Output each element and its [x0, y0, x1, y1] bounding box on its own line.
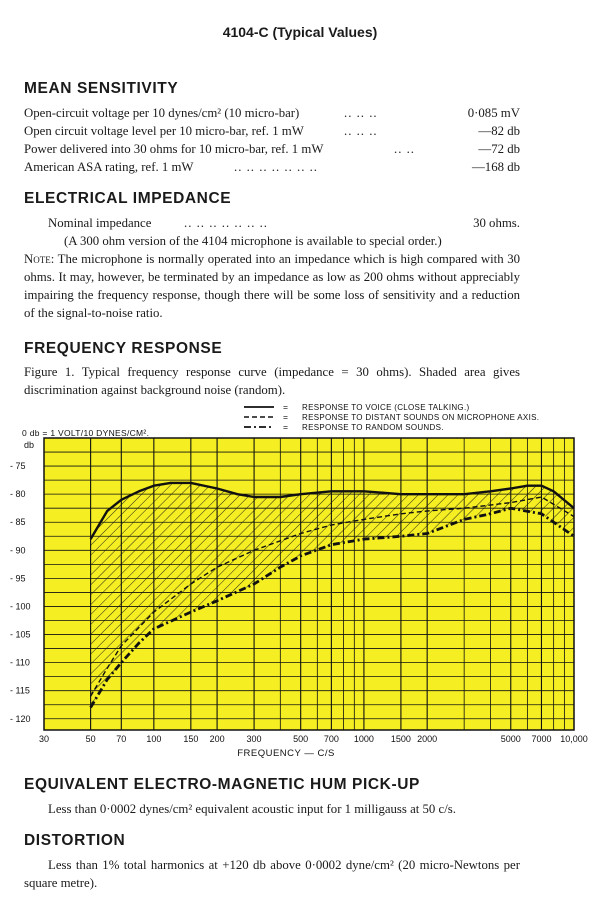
page-title: 4104-C (Typical Values) [222, 24, 378, 40]
note-text: The microphone is normally operated into an impedance which is high compared with 30 ohms. It may, however, be terminated by an impedance as low as 200 ohms without appreciably impairing the frequency response, though there will be some loss of sensitivity and a reduction of the signal-to-noise ratio. [24, 252, 520, 320]
spec-value: 30 ohms. [473, 216, 520, 230]
legend-separator: = [283, 412, 288, 422]
leader-dots: .. .. .. .. .. .. .. [184, 216, 268, 230]
y-tick-label: - 95 [10, 573, 26, 584]
y-tick-label: - 100 [10, 601, 31, 612]
x-tick-label: 1500 [390, 734, 411, 744]
figure-caption: Figure 1. Typical frequency response curve (impedance = 30 ohms). Shaded area gives discrimination against background noise (random). [24, 365, 520, 397]
y-tick-label: - 85 [10, 517, 26, 528]
y-tick-label: - 80 [10, 489, 26, 500]
frequency-response-heading: FREQUENCY RESPONSE [24, 340, 223, 357]
x-tick-label: 2000 [417, 734, 438, 744]
y-tick-label: - 120 [10, 713, 31, 724]
x-tick-label: 300 [246, 734, 262, 744]
legend-entry: RESPONSE TO DISTANT SOUNDS ON MICROPHONE AXIS. [302, 413, 540, 422]
frequency-response-chart [0, 398, 600, 760]
hum-pickup-heading: EQUIVALENT ELECTRO-MAGNETIC HUM PICK-UP [24, 776, 420, 793]
legend-separator: = [283, 422, 288, 432]
reference-label: 0 db = 1 VOLT/10 DYNES/CM². [22, 428, 150, 438]
leader-dots: .. .. [394, 142, 415, 156]
x-tick-label: 500 [293, 734, 309, 744]
spec-label: Nominal impedance [48, 216, 152, 230]
distortion-text: Less than 1% total harmonics at +120 db above 0·0002 dyne/cm² (20 micro-Newtons per square metre). [24, 858, 520, 890]
legend-entry: RESPONSE TO VOICE (CLOSE TALKING.) [302, 403, 470, 412]
x-tick-label: 5000 [500, 734, 521, 744]
spec-row [24, 122, 520, 140]
spec-row [24, 158, 520, 176]
spec-label: Open circuit voltage level per 10 micro-bar, ref. 1 mW [24, 124, 304, 138]
chart-legend [244, 402, 539, 432]
spec-label: American ASA rating, ref. 1 mW [24, 160, 194, 174]
spec-value: 0·085 mV [467, 106, 520, 120]
spec-row [24, 140, 520, 158]
impedance-note [24, 250, 520, 322]
x-tick-label: 200 [209, 734, 225, 744]
x-axis-label: FREQUENCY — C/S [237, 748, 335, 759]
x-tick-labels [39, 734, 588, 744]
distortion-heading: DISTORTION [24, 832, 126, 849]
x-tick-label: 7000 [531, 734, 552, 744]
hum-pickup-text: Less than 0·0002 dynes/cm² equivalent acoustic input for 1 milligauss at 50 c/s. [48, 802, 456, 816]
y-tick-label: - 75 [10, 461, 26, 472]
spec-label: Power delivered into 30 ohms for 10 micro-bar, ref. 1 mW [24, 142, 324, 156]
electrical-impedance-heading: ELECTRICAL IMPEDANCE [24, 190, 232, 207]
x-tick-label: 50 [85, 734, 96, 744]
x-tick-label: 30 [38, 734, 50, 744]
version-note: (A 300 ohm version of the 4104 microphone is available to special order.) [64, 234, 442, 248]
spec-value: —168 db [472, 160, 520, 174]
x-tick-label: 10,000 [560, 734, 588, 744]
x-tick-label: 100 [146, 734, 162, 744]
y-tick-label: - 115 [10, 685, 30, 696]
spec-label: Open-circuit voltage per 10 dynes/cm² (10 micro-bar) [24, 106, 300, 120]
x-tick-label: 70 [116, 734, 127, 744]
y-tick-label: - 90 [10, 545, 26, 556]
legend-separator: = [283, 402, 288, 412]
leader-dots: .. .. .. [344, 124, 378, 138]
leader-dots: .. .. .. .. .. .. .. [234, 160, 318, 174]
spec-value: —82 db [478, 124, 520, 138]
leader-dots: .. .. .. [344, 106, 378, 120]
spec-row [24, 104, 520, 122]
note-label: Note: [24, 252, 55, 266]
y-axis-label: db [24, 440, 35, 450]
y-tick-labels [10, 461, 31, 724]
y-tick-label: - 105 [10, 629, 31, 640]
spec-value: —72 db [478, 142, 520, 156]
y-tick-label: - 110 [10, 657, 30, 668]
mean-sensitivity-heading: MEAN SENSITIVITY [24, 80, 179, 97]
x-tick-label: 1000 [353, 734, 374, 744]
legend-entry: RESPONSE TO RANDOM SOUNDS. [302, 423, 444, 432]
spec-row [48, 214, 520, 232]
x-tick-label: 150 [183, 734, 199, 744]
x-tick-label: 700 [323, 734, 339, 744]
